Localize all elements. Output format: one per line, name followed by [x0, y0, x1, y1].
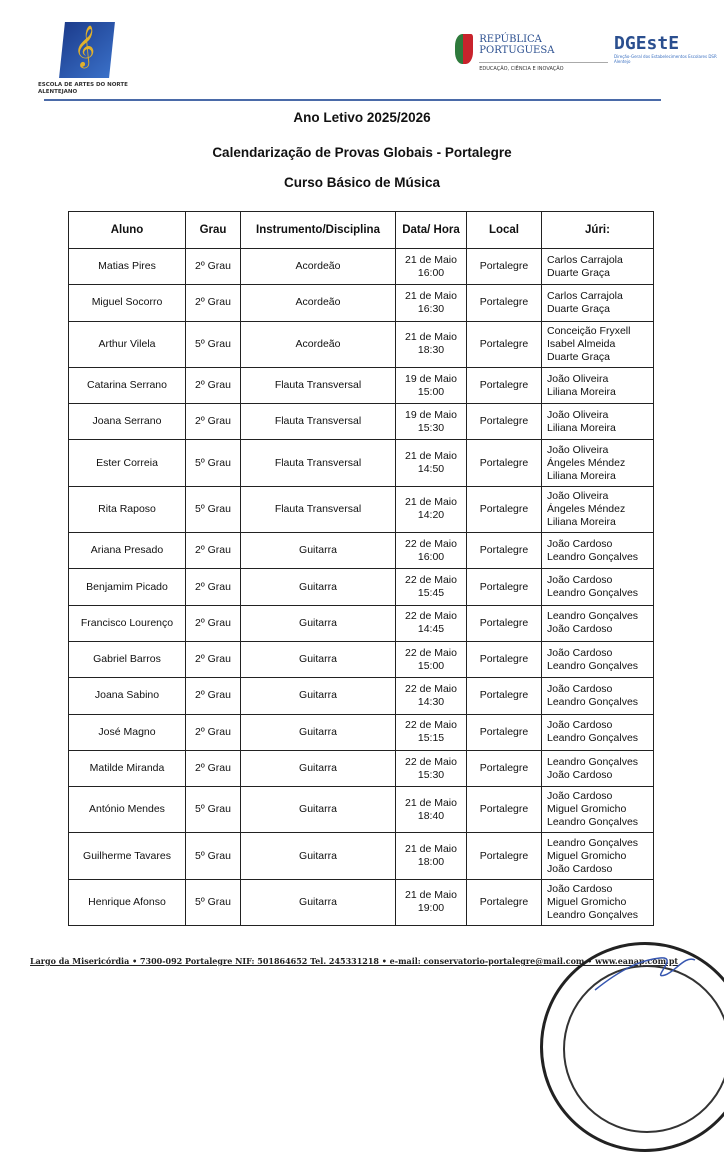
grade-cell: [186, 321, 241, 367]
table-row: [69, 285, 654, 321]
instrument-cell: [241, 787, 396, 833]
dgeste-logo: DGEstE: [614, 33, 680, 54]
date-time-cell: [396, 714, 467, 750]
time: 14:50: [417, 463, 445, 476]
location: Portalegre: [479, 616, 529, 629]
student-name: Rita Raposo: [98, 502, 156, 515]
student-cell: [69, 833, 186, 879]
location: Portalegre: [479, 337, 529, 350]
date-time-cell: [396, 678, 467, 714]
grade: 2º Grau: [195, 616, 231, 629]
location: Portalegre: [479, 762, 529, 774]
location-cell: [467, 879, 542, 925]
jury-cell: [542, 787, 654, 833]
student-name: Gabriel Barros: [93, 653, 161, 666]
date-time-cell: [396, 486, 467, 532]
student-cell: [69, 367, 186, 403]
grade-cell: [186, 787, 241, 833]
jury-member: Ángeles Méndez: [547, 456, 626, 469]
location-cell: [467, 787, 542, 833]
student-name: António Mendes: [89, 803, 165, 816]
government-logos: [455, 34, 724, 72]
date: 22 de Maio: [405, 719, 457, 732]
student-name: Francisco Lourenço: [80, 616, 174, 629]
grade: 5º Grau: [195, 849, 231, 862]
table-row: [69, 367, 654, 403]
table-row: [69, 879, 654, 925]
jury-member: Leandro Gonçalves: [547, 732, 639, 745]
grade-cell: [186, 750, 241, 786]
student-cell: [69, 641, 186, 677]
column-header: Júri:: [542, 212, 654, 249]
jury-member: Liliana Moreira: [547, 515, 616, 528]
instrument-cell: [241, 833, 396, 879]
instrument-cell: [241, 533, 396, 569]
column-header: Instrumento/Disciplina: [241, 212, 396, 249]
student-name: Henrique Afonso: [88, 895, 166, 908]
dgeste-sub: Direção-Geral dos Estabelecimentos Escolares DSR Alentejo: [614, 54, 717, 64]
grade: 5º Grau: [195, 456, 231, 469]
student-cell: [69, 605, 186, 641]
student-name: Joana Serrano: [92, 415, 162, 428]
date-time-cell: [396, 833, 467, 879]
grade: 2º Grau: [195, 653, 231, 666]
jury-cell: [542, 605, 654, 641]
course-title: Curso Básico de Música: [283, 175, 441, 190]
location-cell: [467, 249, 542, 285]
column-header: Grau: [186, 212, 241, 249]
date-time-cell: [396, 879, 467, 925]
date: 22 de Maio: [405, 682, 457, 695]
gov-sub: EDUCAÇÃO, CIÊNCIA E INOVAÇÃO: [479, 62, 608, 72]
student-name: Ester Correia: [96, 456, 158, 469]
table-row: [69, 750, 654, 786]
grade: 2º Grau: [195, 544, 231, 557]
location: Portalegre: [479, 653, 529, 666]
student-name: Guilherme Tavares: [83, 849, 171, 862]
jury-member: João Cardoso: [547, 882, 613, 895]
jury-cell: [542, 285, 654, 321]
jury-cell: [542, 321, 654, 367]
jury-member: João Cardoso: [547, 719, 613, 732]
location-cell: [467, 486, 542, 532]
time: 18:00: [417, 856, 445, 869]
instrument: Acordeão: [295, 337, 341, 350]
instrument-cell: [241, 879, 396, 925]
jury-member: Duarte Graça: [547, 266, 611, 279]
exam-schedule-table: [68, 211, 654, 926]
grade-cell: [186, 249, 241, 285]
jury-member: Duarte Graça: [547, 302, 611, 315]
student-name: Benjamim Picado: [86, 580, 168, 593]
jury-member: Miguel Gromicho: [547, 803, 627, 816]
student-cell: [69, 533, 186, 569]
student-cell: [69, 787, 186, 833]
jury-member: João Oliveira: [547, 408, 609, 421]
jury-cell: [542, 714, 654, 750]
grade: 2º Grau: [195, 762, 231, 774]
jury-member: Miguel Gromicho: [547, 849, 627, 862]
column-header: Local: [467, 212, 542, 249]
instrument: Guitarra: [299, 689, 337, 702]
location: Portalegre: [479, 415, 529, 428]
location-cell: [467, 404, 542, 440]
student-name: José Magno: [98, 725, 156, 738]
signature: [590, 950, 700, 1000]
date: 22 de Maio: [405, 646, 457, 659]
instrument: Flauta Transversal: [274, 502, 362, 515]
instrument: Guitarra: [299, 653, 337, 666]
instrument: Guitarra: [299, 616, 337, 629]
location: Portalegre: [479, 849, 529, 862]
location-cell: [467, 833, 542, 879]
student-cell: [69, 750, 186, 786]
instrument: Acordeão: [295, 260, 341, 273]
student-cell: [69, 249, 186, 285]
time: 16:00: [417, 266, 445, 279]
student-name: Ariana Presado: [90, 544, 164, 557]
grade: 5º Grau: [195, 502, 231, 515]
page-title: Calendarização de Provas Globais - Portalegre: [212, 145, 512, 160]
jury-member: João Cardoso: [547, 682, 613, 695]
jury-cell: [542, 641, 654, 677]
student-name: Matias Pires: [98, 260, 156, 273]
school-logo: [38, 22, 128, 96]
student-name: Arthur Vilela: [98, 337, 156, 350]
time: 19:00: [417, 902, 445, 915]
instrument-cell: [241, 714, 396, 750]
jury-cell: [542, 486, 654, 532]
grade: 2º Grau: [195, 725, 231, 738]
location-cell: [467, 569, 542, 605]
instrument: Flauta Transversal: [274, 379, 362, 392]
header-divider: [44, 99, 661, 101]
jury-member: João Cardoso: [547, 768, 613, 781]
instrument: Guitarra: [299, 803, 337, 816]
time: 18:40: [417, 809, 445, 822]
jury-member: Leandro Gonçalves: [547, 587, 639, 600]
grade-cell: [186, 285, 241, 321]
jury-member: Leandro Gonçalves: [547, 550, 639, 563]
jury-member: João Oliveira: [547, 443, 609, 456]
jury-member: Leandro Gonçalves: [547, 659, 639, 672]
grade: 2º Grau: [195, 580, 231, 593]
table-row: [69, 569, 654, 605]
table-row: [69, 486, 654, 532]
jury-cell: [542, 249, 654, 285]
grade-cell: [186, 714, 241, 750]
student-cell: [69, 486, 186, 532]
date-time-cell: [396, 285, 467, 321]
instrument: Guitarra: [299, 725, 337, 738]
location: Portalegre: [479, 803, 529, 816]
instrument-cell: [241, 678, 396, 714]
student-cell: [69, 321, 186, 367]
school-year: Ano Letivo 2025/2026: [293, 110, 431, 125]
time: 15:45: [417, 587, 445, 600]
date: 21 de Maio: [405, 450, 457, 463]
instrument: Guitarra: [299, 895, 337, 908]
date: 21 de Maio: [405, 843, 457, 856]
date-time-cell: [396, 569, 467, 605]
grade: 2º Grau: [195, 296, 231, 309]
grade-cell: [186, 678, 241, 714]
portugal-emblem-icon: [455, 34, 473, 64]
date-time-cell: [396, 249, 467, 285]
date: 22 de Maio: [405, 755, 457, 768]
treble-clef-icon: 𝄞: [59, 22, 115, 78]
student-cell: [69, 714, 186, 750]
student-cell: [69, 285, 186, 321]
location-cell: [467, 641, 542, 677]
location-cell: [467, 714, 542, 750]
instrument-cell: [241, 605, 396, 641]
date: 22 de Maio: [405, 537, 457, 550]
jury-member: João Cardoso: [547, 574, 613, 587]
jury-cell: [542, 750, 654, 786]
jury-cell: [542, 367, 654, 403]
date: 21 de Maio: [405, 796, 457, 809]
student-name: Matilde Miranda: [89, 762, 165, 774]
jury-cell: [542, 833, 654, 879]
location-cell: [467, 750, 542, 786]
location: Portalegre: [479, 456, 529, 469]
grade: 2º Grau: [195, 260, 231, 273]
jury-member: João Oliveira: [547, 372, 609, 385]
date: 22 de Maio: [405, 574, 457, 587]
instrument-cell: [241, 486, 396, 532]
jury-cell: [542, 569, 654, 605]
date-time-cell: [396, 321, 467, 367]
jury-member: João Oliveira: [547, 489, 609, 502]
table-row: [69, 833, 654, 879]
location: Portalegre: [479, 689, 529, 702]
student-name: Miguel Socorro: [91, 296, 163, 309]
grade-cell: [186, 533, 241, 569]
location: Portalegre: [479, 379, 529, 392]
table-row: [69, 321, 654, 367]
table-row: [69, 787, 654, 833]
student-name: Catarina Serrano: [87, 379, 167, 392]
jury-cell: [542, 440, 654, 486]
grade: 2º Grau: [195, 415, 231, 428]
table-row: [69, 678, 654, 714]
jury-member: Leandro Gonçalves: [547, 610, 639, 623]
jury-member: Conceição Fryxell: [547, 324, 631, 337]
jury-member: João Cardoso: [547, 790, 613, 803]
instrument: Flauta Transversal: [274, 456, 362, 469]
jury-cell: [542, 533, 654, 569]
instrument-cell: [241, 285, 396, 321]
date-time-cell: [396, 787, 467, 833]
grade-cell: [186, 605, 241, 641]
time: 15:00: [417, 659, 445, 672]
jury-member: João Cardoso: [547, 537, 613, 550]
instrument-cell: [241, 249, 396, 285]
date: 21 de Maio: [405, 331, 457, 344]
grade-cell: [186, 404, 241, 440]
jury-member: Liliana Moreira: [547, 385, 616, 398]
table-row: [69, 641, 654, 677]
jury-member: Leandro Gonçalves: [547, 908, 639, 921]
location-cell: [467, 678, 542, 714]
instrument: Acordeão: [295, 296, 341, 309]
instrument-cell: [241, 404, 396, 440]
student-cell: [69, 879, 186, 925]
date: 19 de Maio: [405, 408, 457, 421]
date: 21 de Maio: [405, 496, 457, 509]
school-logo-text: ESCOLA DE ARTES DO NORTE ALENTEJANO: [38, 82, 128, 95]
grade-cell: [186, 569, 241, 605]
location: Portalegre: [479, 580, 529, 593]
time: 15:00: [417, 385, 445, 398]
location-cell: [467, 321, 542, 367]
grade-cell: [186, 879, 241, 925]
instrument-cell: [241, 321, 396, 367]
gov-logo-text: REPÚBLICA PORTUGUESA: [479, 34, 555, 56]
student-cell: [69, 569, 186, 605]
time: 14:20: [417, 509, 445, 522]
location: Portalegre: [479, 502, 529, 515]
location-cell: [467, 533, 542, 569]
time: 15:15: [417, 732, 445, 745]
instrument-cell: [241, 569, 396, 605]
jury-member: João Cardoso: [547, 646, 613, 659]
date-time-cell: [396, 641, 467, 677]
grade: 5º Grau: [195, 895, 231, 908]
jury-member: João Cardoso: [547, 623, 613, 636]
instrument-cell: [241, 367, 396, 403]
location: Portalegre: [479, 895, 529, 908]
date-time-cell: [396, 367, 467, 403]
student-cell: [69, 678, 186, 714]
jury-member: Duarte Graça: [547, 350, 611, 363]
grade-cell: [186, 833, 241, 879]
instrument: Guitarra: [299, 580, 337, 593]
table-row: [69, 249, 654, 285]
instrument: Flauta Transversal: [274, 415, 362, 428]
jury-member: Leandro Gonçalves: [547, 816, 639, 829]
jury-cell: [542, 879, 654, 925]
table-row: [69, 533, 654, 569]
grade: 5º Grau: [195, 337, 231, 350]
time: 16:00: [417, 550, 445, 563]
jury-member: Leandro Gonçalves: [547, 755, 639, 768]
date: 19 de Maio: [405, 372, 457, 385]
date-time-cell: [396, 440, 467, 486]
student-name: Joana Sabino: [94, 689, 160, 702]
jury-member: Miguel Gromicho: [547, 895, 627, 908]
date: 21 de Maio: [405, 289, 457, 302]
table-row: [69, 605, 654, 641]
jury-member: Carlos Carrajola: [547, 253, 623, 266]
table-row: [69, 404, 654, 440]
grade: 2º Grau: [195, 379, 231, 392]
time: 18:30: [417, 344, 445, 357]
grade: 2º Grau: [195, 689, 231, 702]
student-cell: [69, 440, 186, 486]
date-time-cell: [396, 750, 467, 786]
jury-member: Isabel Almeida: [547, 337, 616, 350]
grade-cell: [186, 367, 241, 403]
instrument: Guitarra: [299, 849, 337, 862]
date: 22 de Maio: [405, 610, 457, 623]
date-time-cell: [396, 404, 467, 440]
jury-member: Liliana Moreira: [547, 421, 616, 434]
jury-cell: [542, 404, 654, 440]
table-row: [69, 440, 654, 486]
location: Portalegre: [479, 296, 529, 309]
location: Portalegre: [479, 260, 529, 273]
time: 14:45: [417, 623, 445, 636]
jury-member: Carlos Carrajola: [547, 289, 623, 302]
location: Portalegre: [479, 544, 529, 557]
table-row: [69, 714, 654, 750]
location-cell: [467, 285, 542, 321]
time: 15:30: [417, 421, 445, 434]
instrument: Guitarra: [299, 544, 337, 557]
instrument-cell: [241, 750, 396, 786]
student-cell: [69, 404, 186, 440]
instrument-cell: [241, 641, 396, 677]
instrument: Guitarra: [299, 762, 337, 774]
grade-cell: [186, 440, 241, 486]
grade-cell: [186, 486, 241, 532]
jury-member: Ángeles Méndez: [547, 502, 626, 515]
column-header: Aluno: [69, 212, 186, 249]
instrument-cell: [241, 440, 396, 486]
footer-address: Largo da Misericórdia • 7300-092 Portalegre NIF: 501864652 Tel. 245331218 • e-mail: conservatorio-portalegre@mail.com • www.eanap.com.pt: [30, 956, 679, 966]
jury-member: Liliana Moreira: [547, 469, 616, 482]
location-cell: [467, 605, 542, 641]
jury-cell: [542, 678, 654, 714]
jury-member: João Cardoso: [547, 862, 613, 875]
date-time-cell: [396, 605, 467, 641]
grade-cell: [186, 641, 241, 677]
column-header: Data/ Hora: [396, 212, 467, 249]
jury-member: Leandro Gonçalves: [547, 836, 639, 849]
location-cell: [467, 367, 542, 403]
location-cell: [467, 440, 542, 486]
date-time-cell: [396, 533, 467, 569]
time: 15:30: [417, 768, 445, 781]
jury-member: Leandro Gonçalves: [547, 695, 639, 708]
time: 14:30: [417, 695, 445, 708]
time: 16:30: [417, 302, 445, 315]
date: 21 de Maio: [405, 889, 457, 902]
location: Portalegre: [479, 725, 529, 738]
grade: 5º Grau: [195, 803, 231, 816]
date: 21 de Maio: [405, 253, 457, 266]
